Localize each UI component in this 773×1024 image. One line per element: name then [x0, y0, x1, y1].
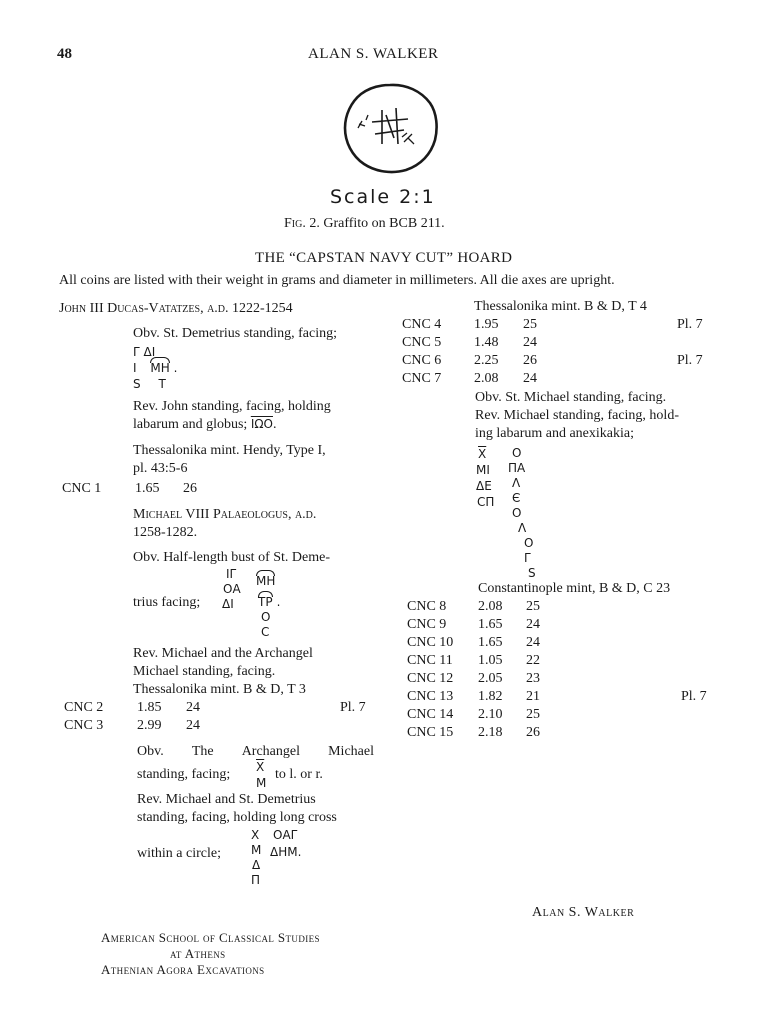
- legend-dot: .: [173, 361, 178, 375]
- obverse-legend-lower: Μ: [256, 776, 267, 790]
- legend-dot: .: [276, 595, 281, 609]
- coin-label: CNC 13: [407, 689, 454, 704]
- coin-weight: 1.85: [137, 700, 162, 715]
- obverse-legend-row-2: [133, 361, 177, 375]
- legend-dot: .: [297, 845, 302, 859]
- coin-diameter: 25: [526, 599, 540, 614]
- reverse-legend-right-2: [270, 845, 301, 859]
- reverse-legend-right-7: Ο: [524, 536, 534, 550]
- reverse-description-line-2: [133, 417, 276, 433]
- reverse-legend-right-3: Λ: [512, 476, 521, 490]
- coin-weight: 2.08: [478, 599, 503, 614]
- coin-graffito-drawing: [342, 82, 440, 174]
- coin-diameter: 26: [526, 725, 540, 740]
- legend-letter: S: [133, 377, 141, 391]
- obverse-legend-left-2: ΟΑ: [223, 582, 241, 596]
- coin-label: CNC 14: [407, 707, 454, 722]
- reverse-description-line-1: Rev. John standing, facing, holding: [133, 399, 331, 414]
- reverse-legend-right-2: ΠΑ: [508, 461, 526, 475]
- obverse-legend-right-4: C: [261, 625, 270, 639]
- reverse-text: labarum and globus;: [133, 417, 248, 432]
- word: Obv.: [137, 744, 164, 759]
- section-title: THE “CAPSTAN NAVY CUT” HOARD: [255, 250, 513, 266]
- obverse-legend-row-1: Γ ΔΙ: [133, 345, 156, 359]
- mint-reference-line-1: Thessalonika mint. Hendy, Type I,: [133, 443, 326, 458]
- coin-label: CNC 1: [62, 481, 102, 496]
- coin-diameter: 24: [526, 617, 540, 632]
- mint-reference: Constantinople mint, B & D, C 23: [478, 581, 671, 596]
- coin-label: CNC 5: [402, 335, 442, 350]
- reverse-description-line-2: Michael standing, facing.: [133, 664, 276, 679]
- section-intro: All coins are listed with their weight in grams and diameter in millimeters. All die axes are upright.: [59, 273, 615, 288]
- running-title: ALAN S. WALKER: [308, 46, 439, 62]
- reverse-legend-right-8: Γ: [524, 551, 531, 565]
- coin-weight: 2.99: [137, 718, 162, 733]
- coin-weight: 2.05: [478, 671, 503, 686]
- reverse-description-line-2: standing, facing, holding long cross: [137, 810, 337, 825]
- plate-reference: Pl. 7: [340, 700, 366, 715]
- author-signature: Alan S. Walker: [532, 905, 635, 920]
- obverse-description-end: to l. or r.: [275, 767, 323, 782]
- reverse-legend-left-1: $\overline{X}$: [478, 447, 487, 461]
- reverse-legend-right-5: Ο: [512, 506, 522, 520]
- coin-weight: 2.25: [474, 353, 499, 368]
- legend-ligature: ΤΡ: [258, 595, 273, 609]
- obverse-description-line-2: trius facing;: [133, 595, 201, 610]
- coin-label: CNC 10: [407, 635, 454, 650]
- ruler-heading-michael-dates: 1258-1282.: [133, 525, 198, 540]
- obverse-legend-upper: $\overline{X}$: [256, 760, 265, 774]
- obverse-legend-right-1: [256, 574, 275, 588]
- coin-diameter: 24: [186, 718, 200, 733]
- coin-diameter: 24: [186, 700, 200, 715]
- coin-diameter: 24: [523, 371, 537, 386]
- reverse-legend-column-1: Χ: [251, 828, 260, 842]
- obverse-description-line-2: standing, facing;: [137, 767, 231, 782]
- reverse-legend-column-3: Δ: [252, 858, 261, 872]
- affiliation-line-3: Athenian Agora Excavations: [101, 962, 265, 977]
- reverse-description-line-2: ing labarum and anexikakia;: [475, 426, 634, 441]
- ruler-heading-michael: Michael VIII Palaeologus, a.d.: [133, 507, 317, 522]
- reverse-legend-column-4: Π: [251, 873, 261, 887]
- figure-caption-text: Graffito on BCB 211.: [323, 216, 445, 231]
- coin-label: CNC 2: [64, 700, 104, 715]
- coin-weight: 1.05: [478, 653, 503, 668]
- coin-diameter: 26: [523, 353, 537, 368]
- coin-diameter: 24: [526, 635, 540, 650]
- coin-diameter: 22: [526, 653, 540, 668]
- plate-reference: Pl. 7: [677, 353, 703, 368]
- reverse-legend-column-2: Μ: [251, 843, 262, 857]
- obverse-legend-left-3: ΔΙ: [222, 597, 234, 611]
- coin-label: CNC 11: [407, 653, 453, 668]
- obverse-description: Obv. St. Demetrius standing, facing;: [133, 326, 338, 341]
- reverse-description-line-1: Rev. Michael standing, facing, hold-: [475, 408, 679, 423]
- mint-reference: Thessalonika mint. B & D, T 3: [133, 682, 306, 697]
- coin-label: CNC 3: [64, 718, 104, 733]
- plate-reference: Pl. 7: [677, 317, 703, 332]
- coin-diameter: 25: [526, 707, 540, 722]
- mint-reference-line-2: pl. 43:5-6: [133, 461, 188, 476]
- reverse-description-line-3: within a circle;: [137, 846, 221, 861]
- ruler-heading-john: John III Ducas-Vatatzes, a.d. 1222-1254: [59, 301, 293, 316]
- coin-label: CNC 6: [402, 353, 442, 368]
- obverse-description-line-1: [137, 744, 374, 760]
- reverse-description-line-1: Rev. Michael and the Archangel: [133, 646, 313, 661]
- coin-diameter: 26: [183, 481, 197, 496]
- coin-label: CNC 7: [402, 371, 442, 386]
- reverse-legend-right-9: S: [528, 566, 536, 580]
- obverse-legend-row-3: [133, 377, 166, 391]
- coin-weight: 2.18: [478, 725, 503, 740]
- reverse-legend-right-1: Ο: [512, 446, 522, 460]
- plate-reference: Pl. 7: [681, 689, 707, 704]
- coin-label: CNC 15: [407, 725, 454, 740]
- coin-label: CNC 9: [407, 617, 447, 632]
- obverse-description-line-1: Obv. Half-length bust of St. Deme-: [133, 550, 330, 565]
- coin-label: CNC 8: [407, 599, 447, 614]
- obverse-legend-left-1: ΙΓ: [226, 567, 237, 581]
- figure-scale-label: Scale 2:1: [330, 186, 436, 208]
- coin-weight: 2.08: [474, 371, 499, 386]
- coin-label: CNC 4: [402, 317, 442, 332]
- reverse-legend-left-3: ΔΕ: [476, 479, 492, 493]
- coin-weight: 2.10: [478, 707, 503, 722]
- mint-reference: Thessalonika mint. B & D, T 4: [474, 299, 647, 314]
- coin-weight: 1.65: [135, 481, 160, 496]
- coin-weight: 1.65: [478, 617, 503, 632]
- word: Archangel: [241, 744, 300, 759]
- coin-diameter: 23: [526, 671, 540, 686]
- obverse-legend-right-2: [258, 595, 280, 609]
- legend-ligature: ΜΗ: [256, 574, 276, 588]
- reverse-legend-right-4: Є: [512, 491, 521, 505]
- reverse-legend: $\overline{I\Omega O}$: [250, 417, 273, 431]
- reverse-legend-left-4: CΠ: [477, 495, 495, 509]
- coin-diameter: 21: [526, 689, 540, 704]
- word: The: [191, 744, 214, 759]
- obverse-description: Obv. St. Michael standing, facing.: [475, 390, 667, 405]
- page-number: 48: [57, 46, 72, 62]
- affiliation-line-1: American School of Classical Studies: [101, 930, 320, 945]
- legend-letter: Τ: [158, 377, 166, 391]
- obverse-legend-right-3: Ο: [261, 610, 271, 624]
- coin-weight: 1.48: [474, 335, 499, 350]
- legend-ligature: ΜΗ: [150, 361, 170, 375]
- legend-letter: Ι: [133, 361, 137, 375]
- coin-weight: 1.82: [478, 689, 503, 704]
- reverse-legend-right-6: Λ: [518, 521, 527, 535]
- coin-weight: 1.65: [478, 635, 503, 650]
- figure-caption-prefix: Fig. 2.: [284, 216, 320, 231]
- legend-text: ΔΗΜ: [270, 845, 298, 859]
- reverse-legend-left-2: ΜΙ: [476, 463, 490, 477]
- word: Michael: [328, 744, 374, 759]
- reverse-description-line-1: Rev. Michael and St. Demetrius: [137, 792, 316, 807]
- coin-diameter: 25: [523, 317, 537, 332]
- affiliation-line-2: at Athens: [170, 946, 226, 961]
- coin-weight: 1.95: [474, 317, 499, 332]
- figure-caption: [284, 216, 445, 232]
- coin-label: CNC 12: [407, 671, 454, 686]
- reverse-end-dot: .: [272, 417, 277, 432]
- coin-diameter: 24: [523, 335, 537, 350]
- reverse-legend-right-1: ΟΑΓ: [273, 828, 298, 842]
